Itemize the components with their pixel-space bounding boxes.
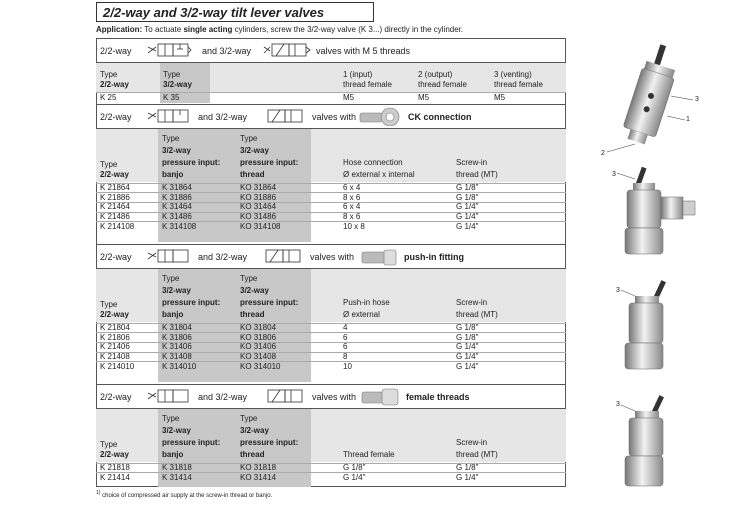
table-cell: 4: [343, 323, 348, 332]
s3-h-c3d: thread: [240, 310, 265, 319]
section2-band-c: valves with: [312, 112, 357, 122]
table-cell: K 21406: [100, 342, 130, 352]
table-cell: G 1/4": [456, 342, 479, 352]
s2-h-c3a: Type: [240, 134, 258, 143]
table-cell: G 1/4": [456, 352, 479, 362]
section4-band-d: female threads: [406, 392, 470, 402]
table-cell: G 1/4": [456, 472, 479, 482]
s1-h-32: 3/2-way: [163, 80, 192, 89]
table-cell: K 21464: [100, 202, 130, 212]
s4-h-c2a: Type: [162, 414, 180, 423]
female-thread-icon: [360, 387, 402, 406]
section3-band-d: push-in fitting: [404, 252, 464, 262]
section1-band-c: valves with M 5 threads: [316, 46, 411, 56]
s1-h-venting: 3 (venting): [494, 70, 532, 79]
s1-r-c2: K 35: [163, 93, 180, 102]
s4-h-c3b: 3/2-way: [240, 426, 269, 435]
s1-h-22: 2/2-way: [100, 80, 129, 89]
s4-h-c3c: pressure input:: [240, 438, 299, 447]
valve-m5-photo: [595, 40, 725, 170]
s4-h-c5b: thread (MT): [456, 450, 498, 459]
s2-h-c1b: 2/2-way: [100, 170, 129, 179]
application-note: [96, 25, 463, 34]
section1-band-a: 2/2-way: [100, 46, 132, 56]
valve-push-in-photo: [605, 280, 735, 375]
section4-band: [96, 384, 566, 409]
s2-h-c4a: Hose connection: [343, 158, 403, 167]
table-cell: G 1/4": [456, 221, 479, 231]
push-in-fitting-icon: [360, 247, 400, 266]
section3-band-b: and 3/2-way: [198, 252, 248, 262]
s2-h-c4b: Ø external x internal: [343, 170, 415, 179]
section1-band-b: and 3/2-way: [202, 46, 252, 56]
valve-female-thread-photo: [605, 395, 735, 495]
s2-h-c2d: banjo: [162, 170, 184, 179]
s1-h-input-sub: thread female: [343, 80, 392, 89]
table-cell: K 31818: [162, 463, 192, 472]
table-cell: K 31486: [162, 212, 192, 222]
table-cell: KO 31408: [240, 352, 277, 362]
table-cell: G 1/8": [456, 323, 479, 332]
table-cell: 6 x 4: [343, 183, 361, 192]
table-cell: KO 31804: [240, 323, 277, 332]
section2-band: [96, 104, 566, 129]
s4-h-c4a: Thread female: [343, 450, 395, 459]
table-cell: KO 31486: [240, 212, 277, 222]
table-cell: G 1/8": [456, 183, 479, 192]
s4-h-c2b: 3/2-way: [162, 426, 191, 435]
s4-h-c5a: Screw-in: [456, 438, 488, 447]
valve-3-2-symbol: [262, 41, 314, 60]
table-cell: K 214108: [100, 221, 135, 231]
s3-h-c5a: Screw-in: [456, 298, 488, 307]
s4-h-c3d: thread: [240, 450, 265, 459]
table-cell: 8 x 6: [343, 212, 361, 222]
table-cell: 6 x 4: [343, 202, 361, 212]
table-cell: 10: [343, 361, 352, 371]
valve-2-2-symbol: [146, 247, 192, 266]
table-cell: 8 x 6: [343, 192, 361, 202]
s3-h-c3c: pressure input:: [240, 298, 299, 307]
s3-h-c3a: Type: [240, 274, 258, 283]
table-cell: K 31464: [162, 202, 192, 212]
section2-band-a: 2/2-way: [100, 112, 132, 122]
section2-band-b: and 3/2-way: [198, 112, 248, 122]
table-cell: KO 314108: [240, 221, 281, 231]
table-cell: G 1/4": [456, 361, 479, 371]
table-cell: K 31864: [162, 183, 192, 192]
s1-r-c4: M5: [418, 93, 430, 102]
s1-h-output: 2 (output): [418, 70, 453, 79]
s1-r-c3: M5: [343, 93, 355, 102]
table-cell: K 31806: [162, 332, 192, 342]
table-cell: K 21408: [100, 352, 130, 362]
application-bold: single acting: [183, 25, 233, 34]
table-cell: K 314010: [162, 361, 197, 371]
table-cell: KO 31464: [240, 202, 277, 212]
s1-h-venting-sub: thread female: [494, 80, 543, 89]
table-cell: K 31408: [162, 352, 192, 362]
table-cell: KO 31864: [240, 183, 277, 192]
s3-h-c4a: Push-in hose: [343, 298, 390, 307]
table-cell: K 21414: [100, 472, 130, 482]
table-cell: K 214010: [100, 361, 135, 371]
s2-h-c2c: pressure input:: [162, 158, 221, 167]
s4-h-c3a: Type: [240, 414, 258, 423]
s2-h-c3d: thread: [240, 170, 265, 179]
footnote-text: choice of compressed air supply at the screw-in thread or banjo.: [102, 493, 273, 499]
table-cell: K 21864: [100, 183, 130, 192]
valve-3-2-symbol: [258, 387, 310, 406]
s1-h-type: Type: [100, 70, 118, 79]
table-cell: K 21806: [100, 332, 130, 342]
table-cell: K 21886: [100, 192, 130, 202]
s2-h-c5a: Screw-in: [456, 158, 488, 167]
s3-h-c3b: 3/2-way: [240, 286, 269, 295]
s4-h-c1a: Type: [100, 440, 118, 449]
section1-band: [96, 38, 566, 63]
footnote-marker: 1): [96, 490, 101, 496]
table-cell: 8: [343, 352, 348, 362]
s2-h-c2a: Type: [162, 134, 180, 143]
table-cell: KO 314010: [240, 361, 281, 371]
s3-h-c2b: 3/2-way: [162, 286, 191, 295]
valve-3-2-symbol: [258, 107, 310, 126]
table-cell: 6: [343, 332, 348, 342]
table-cell: K 21818: [100, 463, 130, 472]
table-cell: G 1/8": [343, 463, 366, 472]
table-cell: KO 31886: [240, 192, 277, 202]
table-cell: KO 31806: [240, 332, 277, 342]
s3-h-c5b: thread (MT): [456, 310, 498, 319]
s3-h-c2d: banjo: [162, 310, 184, 319]
callout-p3-3: 3: [616, 287, 620, 294]
table-cell: G 1/4": [456, 202, 479, 212]
s3-h-c2a: Type: [162, 274, 180, 283]
table-cell: KO 31818: [240, 463, 277, 472]
valve-ck-photo: [605, 165, 735, 265]
table-cell: 10 x 8: [343, 221, 365, 231]
s1-h-type2: Type: [163, 70, 181, 79]
valve-3-2-symbol: [256, 247, 308, 266]
application-text-2: cylinders, screw the 3/2-way valve (K 3...) directly in the cylinder.: [234, 25, 464, 34]
callout-p1-2: 2: [601, 150, 605, 157]
valve-2-2-symbol: [146, 387, 192, 406]
application-label: Application:: [96, 25, 143, 34]
callout-p4-3: 3: [616, 401, 620, 408]
s3-h-c4b: Ø external: [343, 310, 380, 319]
table-cell: K 31886: [162, 192, 192, 202]
s1-r-c1: K 25: [100, 93, 117, 102]
s1-h-output-sub: thread female: [418, 80, 467, 89]
s1-h-input: 1 (input): [343, 70, 373, 79]
s2-h-c5b: thread (MT): [456, 170, 498, 179]
table-cell: K 21486: [100, 212, 130, 222]
page-title: 2/2-way and 3/2-way tilt lever valves: [96, 2, 374, 22]
callout-p1-3: 3: [695, 96, 699, 103]
s3-h-c2c: pressure input:: [162, 298, 221, 307]
s2-h-c2b: 3/2-way: [162, 146, 191, 155]
table-cell: KO 31414: [240, 472, 277, 482]
table-cell: K 314108: [162, 221, 197, 231]
application-text-1: To actuate: [144, 25, 182, 34]
s2-h-c3b: 3/2-way: [240, 146, 269, 155]
table-cell: KO 31406: [240, 342, 277, 352]
section3-band-c: valves with: [310, 252, 355, 262]
s4-h-c2c: pressure input:: [162, 438, 221, 447]
table-cell: K 31414: [162, 472, 192, 482]
section4-band-b: and 3/2-way: [198, 392, 248, 402]
footnote: [96, 490, 272, 499]
section4-band-a: 2/2-way: [100, 392, 132, 402]
s1-r-c5: M5: [494, 93, 506, 102]
callout-p1-1: 1: [686, 116, 690, 123]
table-cell: G 1/8": [456, 463, 479, 472]
table-cell: G 1/4": [456, 212, 479, 222]
s4-h-c2d: banjo: [162, 450, 184, 459]
s4-h-c1b: 2/2-way: [100, 450, 129, 459]
section3-band: [96, 244, 566, 269]
table-cell: G 1/8": [456, 192, 479, 202]
s2-h-c1a: Type: [100, 160, 118, 169]
s2-h-c3c: pressure input:: [240, 158, 299, 167]
section4-band-c: valves with: [312, 392, 357, 402]
valve-2-2-symbol: [146, 41, 192, 60]
callout-p2-3: 3: [612, 171, 616, 178]
table-cell: 6: [343, 342, 348, 352]
table-cell: G 1/8": [456, 332, 479, 342]
table-cell: G 1/4": [343, 472, 366, 482]
table-cell: K 31804: [162, 323, 192, 332]
s3-h-c1b: 2/2-way: [100, 310, 129, 319]
valve-2-2-symbol: [146, 107, 192, 126]
table-cell: K 21804: [100, 323, 130, 332]
ck-connection-icon: [358, 107, 404, 126]
s3-h-c1a: Type: [100, 300, 118, 309]
section2-band-d: CK connection: [408, 112, 472, 122]
table-cell: K 31406: [162, 342, 192, 352]
section3-band-a: 2/2-way: [100, 252, 132, 262]
